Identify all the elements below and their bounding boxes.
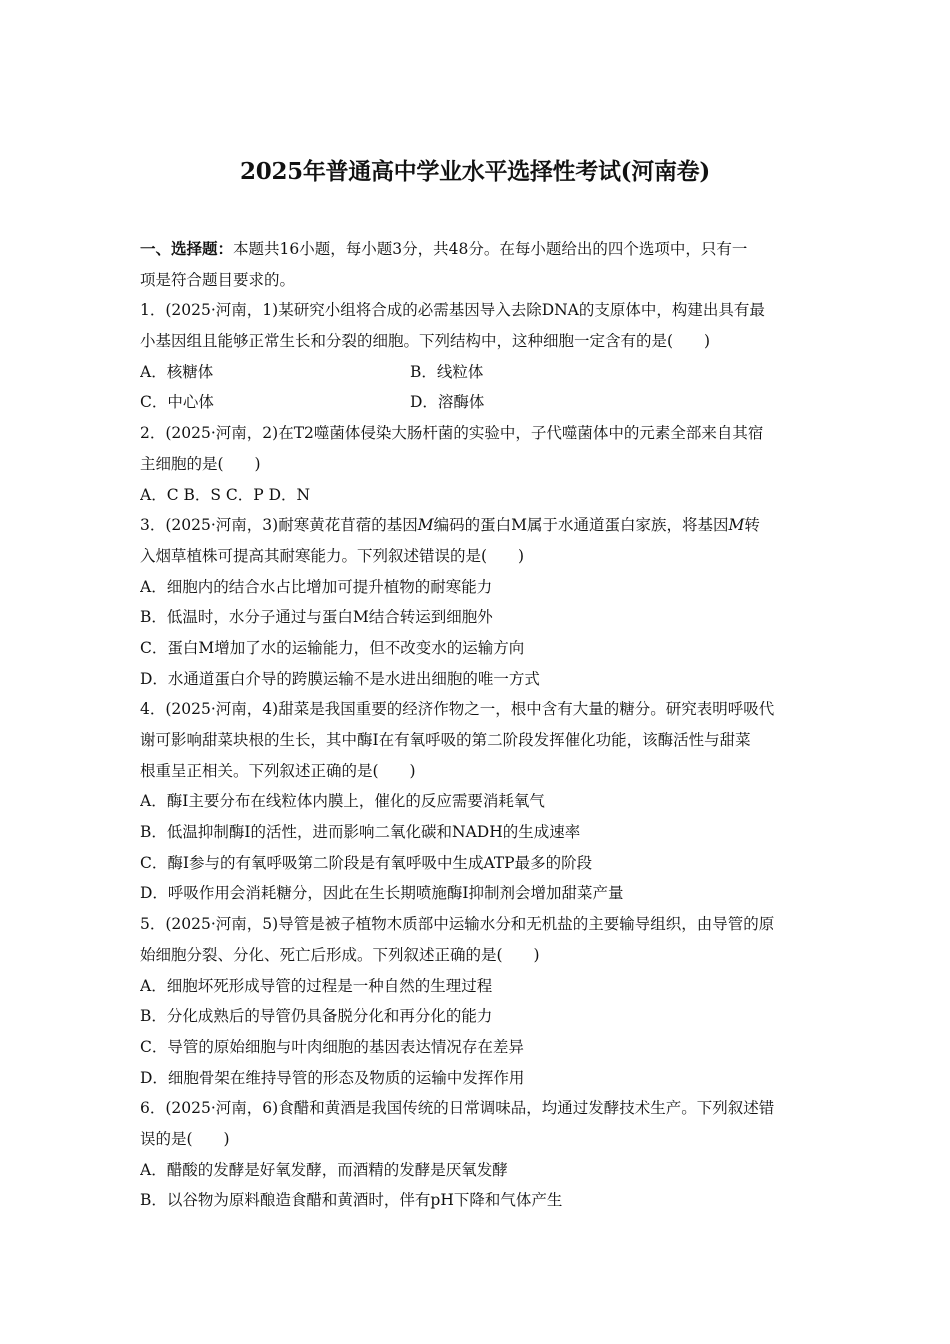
q3-stem-part2: 编码的蛋白M属于水通道蛋白家族，将基因 [433, 516, 729, 535]
q3-stem-cont: 入烟草植株可提高其耐寒能力。下列叙述错误的是( ) [140, 546, 525, 565]
q5-option-d: D．细胞骨架在维持导管的形态及物质的运输中发挥作用 [140, 1068, 525, 1087]
section-heading: 一、选择题： [140, 239, 234, 258]
page-title: 2025年普通高中学业水平选择性考试(河南卷) [240, 158, 710, 185]
q3-stem-part3: 转 [744, 516, 760, 535]
q2-options: A．C B．S C．P D．N [140, 485, 311, 504]
q3-option-d: D．水通道蛋白介导的跨膜运输不是水进出细胞的唯一方式 [140, 669, 540, 688]
q3-option-b: B．低温时，水分子通过与蛋白M结合转运到细胞外 [140, 608, 493, 627]
q6-option-a: A．醋酸的发酵是好氧发酵，而酒精的发酵是厌氧发酵 [140, 1160, 508, 1179]
q1-option-c: C．中心体 [140, 393, 214, 412]
q1-stem: 1．(2025·河南，1)某研究小组将合成的必需基因导入去除DNA的支原体中，构建出具有最 [140, 301, 765, 320]
q6-stem-cont: 误的是( ) [140, 1129, 230, 1148]
q1-options-row2 [140, 387, 810, 418]
q6-option-b: B．以谷物为原料酿造食醋和黄酒时，伴有pH下降和气体产生 [140, 1191, 563, 1210]
q3-stem-part1: 3．(2025·河南，3)耐寒黄花苜蓿的基因 [140, 516, 418, 535]
q4-option-c: C．酶Ⅰ参与的有氧呼吸第二阶段是有氧呼吸中生成ATP最多的阶段 [140, 853, 593, 872]
q5-stem: 5．(2025·河南，5)导管是被子植物木质部中运输水分和无机盐的主要输导组织，由导管的原 [140, 915, 775, 934]
q4-option-b: B．低温抑制酶Ⅰ的活性，进而影响二氧化碳和NADH的生成速率 [140, 823, 581, 842]
q2-stem-cont: 主细胞的是( ) [140, 454, 261, 473]
q1-option-d: D．溶酶体 [410, 393, 485, 412]
q3-gene-m-2: M [728, 516, 745, 535]
q1-option-b: B．线粒体 [410, 362, 484, 381]
q3-gene-m: M [417, 516, 434, 535]
q1-options-row1 [140, 357, 810, 388]
q1-option-a: A．核糖体 [140, 362, 214, 381]
q6-stem: 6．(2025·河南，6)食醋和黄酒是我国传统的日常调味品，均通过发酵技术生产。下列叙述错 [140, 1099, 775, 1118]
q2-stem: 2．(2025·河南，2)在T2噬菌体侵染大肠杆菌的实验中，子代噬菌体中的元素全部来自其宿 [140, 424, 764, 443]
q4-stem: 4．(2025·河南，4)甜菜是我国重要的经济作物之一，根中含有大量的糖分。研究表明呼吸代 [140, 700, 775, 719]
q3-option-c: C．蛋白M增加了水的运输能力，但不改变水的运输方向 [140, 638, 525, 657]
q3-option-a: A．细胞内的结合水占比增加可提升植物的耐寒能力 [140, 577, 493, 596]
q5-option-a: A．细胞坏死形成导管的过程是一种自然的生理过程 [140, 976, 493, 995]
question-list [140, 234, 810, 1216]
q5-option-b: B．分化成熟后的导管仍具备脱分化和再分化的能力 [140, 1007, 493, 1026]
q5-option-c: C．导管的原始细胞与叶肉细胞的基因表达情况存在差异 [140, 1037, 524, 1056]
section-text-cont: 项是符合题目要求的。 [140, 270, 296, 289]
section-intro [140, 234, 810, 265]
q5-stem-cont: 始细胞分裂、分化、死亡后形成。下列叙述正确的是( ) [140, 945, 540, 964]
q3-stem [140, 510, 810, 541]
q4-option-d: D．呼吸作用会消耗糖分，因此在生长期喷施酶Ⅰ抑制剂会增加甜菜产量 [140, 884, 624, 903]
q1-stem-cont: 小基因组且能够正常生长和分裂的细胞。下列结构中，这种细胞一定含有的是( ) [140, 332, 711, 351]
q4-stem-cont2: 根重呈正相关。下列叙述正确的是( ) [140, 761, 416, 780]
section-text: 本题共16小题，每小题3分，共48分。在每小题给出的四个选项中，只有一 [233, 240, 748, 258]
q4-stem-cont: 谢可影响甜菜块根的生长，其中酶Ⅰ在有氧呼吸的第二阶段发挥催化功能，该酶活性与甜菜 [140, 731, 751, 749]
q4-option-a: A．酶Ⅰ主要分布在线粒体内膜上，催化的反应需要消耗氧气 [140, 792, 545, 811]
